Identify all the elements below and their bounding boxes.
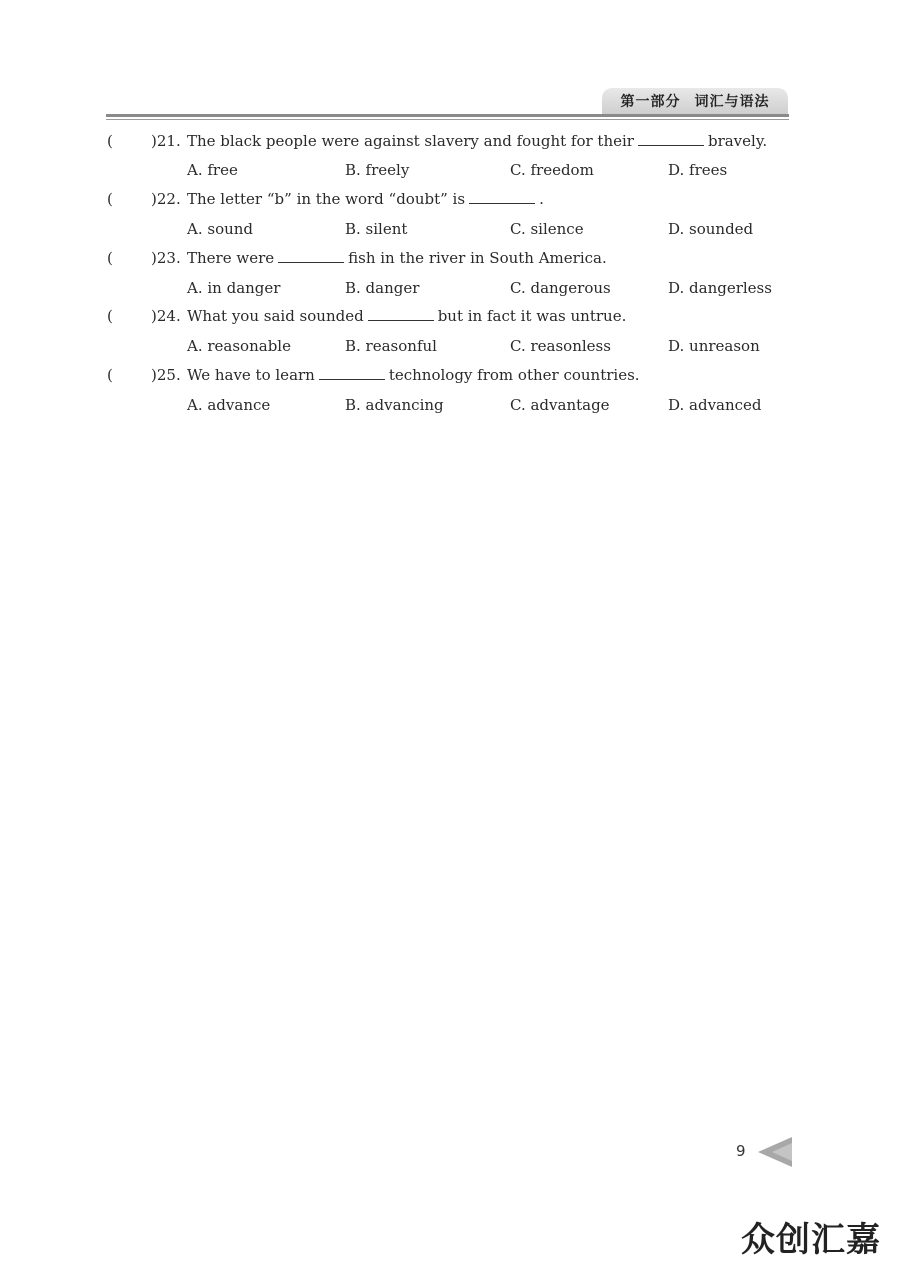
option-c: C. reasonless bbox=[510, 337, 611, 355]
option-c: C. advantage bbox=[510, 396, 610, 414]
option-b: B. silent bbox=[345, 220, 408, 238]
answer-blank bbox=[278, 248, 344, 263]
question-text: The letter “b” in the word “doubt” is . bbox=[187, 190, 544, 208]
option-a: A. sound bbox=[187, 220, 254, 238]
option-d: D. dangerless bbox=[668, 279, 772, 297]
watermark-logo: 众创汇嘉 bbox=[741, 1220, 881, 1260]
header-section: 词汇与语法 bbox=[694, 94, 770, 110]
option-c: C. dangerous bbox=[510, 279, 611, 297]
answer-blank bbox=[469, 189, 535, 204]
header-part: 第一部分 bbox=[620, 94, 681, 110]
question-text: What you said sounded but in fact it was untrue. bbox=[187, 307, 627, 325]
option-d: D. sounded bbox=[668, 220, 754, 238]
question-number: )23. bbox=[151, 249, 181, 267]
question-text: We have to learn technology from other countries. bbox=[187, 366, 640, 384]
question-text: The black people were against slavery and fought for their bravely. bbox=[187, 132, 768, 150]
option-a: A. in danger bbox=[187, 279, 281, 297]
answer-paren: ( bbox=[107, 132, 113, 150]
question-number: )21. bbox=[151, 132, 181, 150]
answer-paren: ( bbox=[107, 190, 113, 208]
question-number: )25. bbox=[151, 366, 181, 384]
option-b: B. advancing bbox=[345, 396, 444, 414]
answer-blank bbox=[368, 306, 434, 321]
section-header-tab bbox=[602, 88, 788, 114]
question-number: )24. bbox=[151, 307, 181, 325]
option-b: B. danger bbox=[345, 279, 420, 297]
header-rule-thick bbox=[106, 114, 789, 117]
option-a: A. reasonable bbox=[187, 337, 291, 355]
answer-paren: ( bbox=[107, 366, 113, 384]
answer-blank bbox=[319, 365, 385, 380]
option-a: A. free bbox=[187, 161, 238, 179]
header-rule-thin bbox=[106, 119, 789, 120]
option-d: D. advanced bbox=[668, 396, 762, 414]
question-text: There were fish in the river in South America. bbox=[187, 249, 607, 267]
page-number: 9 bbox=[736, 1142, 746, 1160]
option-d: D. unreason bbox=[668, 337, 760, 355]
option-b: B. freely bbox=[345, 161, 410, 179]
answer-paren: ( bbox=[107, 249, 113, 267]
option-c: C. silence bbox=[510, 220, 584, 238]
option-d: D. frees bbox=[668, 161, 728, 179]
option-b: B. reasonful bbox=[345, 337, 437, 355]
option-a: A. advance bbox=[187, 396, 271, 414]
question-number: )22. bbox=[151, 190, 181, 208]
option-c: C. freedom bbox=[510, 161, 594, 179]
answer-blank bbox=[638, 131, 704, 146]
answer-paren: ( bbox=[107, 307, 113, 325]
left-triangle-arrow-icon bbox=[758, 1137, 792, 1167]
